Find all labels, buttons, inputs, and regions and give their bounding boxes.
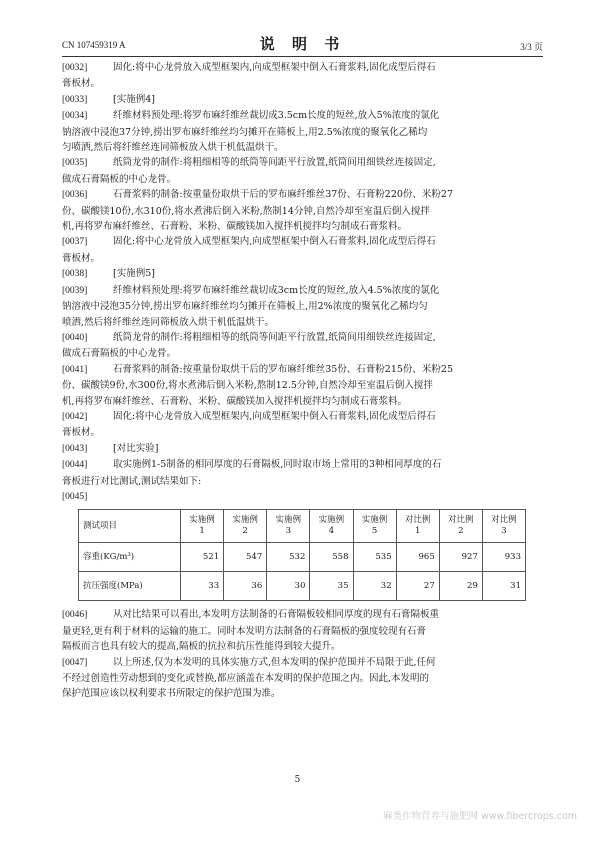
paragraph-line — [62, 283, 543, 299]
paragraph — [62, 187, 543, 234]
page-number: 5 — [294, 775, 301, 785]
header-column — [181, 510, 224, 543]
paragraph-text: 喷洒,然后将纤维丝连同筛板放入烘干机低温烘干。 — [62, 316, 275, 328]
paragraph-line — [62, 378, 543, 393]
paragraph-line — [62, 624, 543, 639]
paragraph-number: [0036] — [62, 190, 88, 201]
paragraph-line — [62, 330, 543, 346]
header-text: 实施例 — [189, 515, 215, 526]
header-text: 测试项目 — [83, 520, 118, 531]
paragraph-number: [0043] — [62, 443, 88, 454]
paragraph-text: [实施例5] — [113, 268, 155, 280]
paragraph — [62, 155, 543, 187]
paragraph-line — [62, 140, 543, 155]
paragraph-text: 取实施例1-5制备的相同厚度的石膏隔板,同时取市场上常用的3种相同厚度的石 — [113, 459, 442, 471]
paragraph — [62, 607, 543, 654]
paragraph-line — [62, 394, 543, 409]
paragraph-number: [0039] — [62, 285, 88, 296]
paragraph-text: 纤维材料预处理:将罗布麻纤维丝裁切成3cm长度的短丝,放入4.5%浓度的氯化 — [113, 284, 440, 296]
paragraph — [62, 441, 543, 457]
header-column — [310, 510, 353, 543]
paragraph-line — [62, 219, 543, 234]
paragraph-number: [0044] — [62, 460, 88, 471]
header-text: 1 — [199, 526, 205, 537]
header-text: 3 — [501, 526, 507, 537]
table-cell: 33 — [181, 572, 224, 601]
table-cell: 558 — [310, 543, 353, 572]
table-cell: 927 — [439, 543, 482, 572]
paragraph-line — [62, 671, 543, 686]
paragraph — [62, 409, 543, 441]
paragraph-line — [62, 489, 543, 505]
paragraph-text: 膏板进行对比测试,测试结果如下: — [62, 475, 202, 487]
paragraph-line — [62, 234, 543, 250]
paragraph-number: [0045] — [62, 491, 88, 502]
header-text: 2 — [242, 526, 248, 537]
paragraph-number: [0047] — [62, 657, 88, 668]
paragraph-text: [对比实验] — [113, 442, 159, 454]
paragraph-text: 钠溶液中浸泡35分钟,捞出罗布麻纤维丝均匀摊开在筛板上,用2%浓度的聚氧化乙稀均匀 — [62, 301, 428, 313]
paragraph-text: 做成石膏隔板的中心龙骨。 — [62, 348, 177, 360]
paragraph-text: 膏板材。 — [62, 427, 101, 439]
paragraph-text: 膏板材。 — [62, 252, 101, 264]
paragraph-line — [62, 639, 543, 654]
paragraph — [62, 655, 543, 702]
paragraph-number: [0032] — [62, 63, 88, 73]
paragraph-line — [62, 425, 543, 440]
paragraph-line — [62, 60, 543, 76]
paragraph-text: 石膏浆料的制备:按重量份取烘干后的罗布麻纤维丝37份、石膏粉220份、米粉27 — [113, 189, 454, 201]
paragraphs-after-table — [62, 607, 543, 701]
paragraph-line — [62, 187, 543, 203]
paragraph-number: [0038] — [62, 269, 88, 280]
paragraph-text: 机,再将罗布麻纤维丝、石膏粉、米粉、碳酸镁加入搅拌机搅拌均匀制成石膏浆料。 — [62, 395, 408, 407]
header-text: 4 — [328, 526, 335, 537]
paragraph-number: [0035] — [62, 158, 88, 169]
paragraph-line — [62, 266, 543, 282]
paragraph — [62, 234, 543, 266]
table-row — [79, 543, 526, 572]
paragraph-text: 钠溶液中浸泡37分钟,捞出罗布麻纤维丝均匀摊开在筛板上,用2.5%浓度的聚氧化乙稀均 — [62, 126, 428, 138]
table-cell: 933 — [482, 543, 525, 572]
paragraph-text: 纸筒龙骨的制作:将粗细相等的纸筒等间距平行放置,纸筒间用细铁丝连接固定, — [113, 331, 436, 343]
document-title: 说 明 书 — [259, 35, 346, 53]
paragraph — [62, 60, 543, 92]
paragraph — [62, 362, 543, 409]
header-column — [439, 510, 482, 543]
paragraph-text: 固化:将中心龙骨放入成型框架内,向成型框架中倒入石膏浆料,固化成型后得石 — [113, 62, 436, 73]
paragraph-text: 固化:将中心龙骨放入成型框架内,向成型框架中倒入石膏浆料,固化成型后得石 — [113, 236, 436, 248]
paragraph-line — [62, 108, 543, 124]
table-cell: 35 — [310, 572, 353, 601]
paragraph-text: 固化:将中心龙骨放入成型框架内,向成型框架中倒入石膏浆料,固化成型后得石 — [113, 410, 436, 422]
row-label: 抗压强度(MPa) — [79, 572, 181, 601]
header-column — [396, 510, 439, 543]
header-text: 2 — [458, 526, 464, 537]
header-column — [482, 510, 525, 543]
paragraph-text: 保护范围应该以权利要求书所限定的保护范围为准。 — [62, 688, 281, 700]
paragraph — [62, 457, 543, 489]
paragraph-line — [62, 315, 543, 330]
document-body — [62, 60, 543, 702]
page-indicator: 3/3 页 — [520, 42, 543, 52]
header-text: 3 — [285, 526, 292, 537]
paragraph-line — [62, 172, 543, 187]
paragraph — [62, 92, 543, 108]
table-cell: 27 — [396, 572, 439, 601]
header-text: 对比例 — [491, 515, 517, 526]
paragraph-text: 石膏浆料的制备:按重量份取烘干后的罗布麻纤维丝35份、石膏粉215份、米粉25 — [113, 363, 454, 375]
table-cell: 29 — [439, 572, 482, 601]
paragraph-number: [0042] — [62, 411, 88, 422]
paragraph-text: 匀喷洒,然后将纤维丝连同筛板放入烘干机低温烘干。 — [62, 142, 284, 154]
header-text: 实施例 — [318, 515, 345, 526]
table-cell: 532 — [267, 543, 310, 572]
paragraph-line — [62, 655, 543, 671]
header-text: 1 — [414, 526, 421, 537]
paragraph — [62, 108, 543, 155]
watermark: 麻类作物营养与施肥网 www.fibercrops.com — [382, 811, 577, 822]
table-row — [79, 572, 526, 601]
paragraph-line — [62, 155, 543, 171]
paragraph-text: 份、碳酸镁9份,水300份,将水煮沸后倒入米粉,熬制12.5分钟,自然冷却至室温后倒入搅拌 — [62, 380, 433, 392]
header-text: 实施例 — [232, 515, 258, 526]
paragraph — [62, 266, 543, 282]
paragraph-line — [62, 409, 543, 425]
table-header-row — [79, 510, 526, 543]
paragraph — [62, 330, 543, 362]
patent-number: CN 107459319 A — [62, 40, 126, 50]
paragraph-number: [0046] — [62, 610, 88, 621]
paragraph-line — [62, 474, 543, 489]
table-cell: 535 — [353, 543, 396, 572]
paragraph-text: 以上所述,仅为本发明的具体实施方式,但本发明的保护范围并不局限于此,任何 — [113, 656, 436, 668]
header-column — [353, 510, 396, 543]
paragraph-number: [0034] — [62, 111, 88, 122]
header-column — [224, 510, 267, 543]
table-cell: 31 — [482, 572, 525, 601]
paragraph-line — [62, 299, 543, 314]
paragraph-text: 做成石膏隔板的中心龙骨。 — [62, 173, 177, 185]
paragraph — [62, 489, 543, 505]
paragraph-number: [0040] — [62, 332, 88, 343]
table-cell: 965 — [396, 543, 439, 572]
paragraphs-before-table — [62, 60, 543, 505]
header-text: 实施例 — [361, 515, 388, 526]
row-label: 容重(KG/m³) — [79, 543, 181, 572]
header-test-item — [79, 510, 181, 543]
paragraph-text: [实施例4] — [113, 93, 155, 105]
paragraph-number: [0033] — [62, 94, 88, 105]
paragraph-line — [62, 76, 543, 91]
paragraph-line — [62, 251, 543, 266]
header-column — [267, 510, 310, 543]
paragraph-text: 不经过创造性劳动想到的变化或替换,都应涵盖在本发明的保护范围之内。因此,本发明的 — [62, 673, 430, 684]
paragraph-line — [62, 92, 543, 108]
header-text: 对比例 — [404, 515, 431, 526]
header-text: 对比例 — [448, 515, 474, 526]
table-cell: 30 — [267, 572, 310, 601]
table-cell: 521 — [181, 543, 224, 572]
header-text: 实施例 — [275, 515, 302, 526]
table-cell: 32 — [353, 572, 396, 601]
paragraph-text: 隔板而言也具有较大的提高,隔板的抗拉和抗压性能得到较大提升。 — [62, 641, 341, 653]
paragraph-text: 机,再将罗布麻纤维丝、石膏粉、米粉、碳酸镁加入搅拌机搅拌均匀制成石膏浆料。 — [62, 221, 408, 233]
header-text: 5 — [371, 526, 378, 537]
paragraph-line — [62, 204, 543, 219]
paragraph-text: 膏板材。 — [62, 78, 101, 90]
paragraph-line — [62, 457, 543, 473]
paragraph-text: 份、碳酸镁10份,水310份,将水煮沸后倒入米粉,熬制14分钟,自然冷却至室温后倒入搅拌 — [62, 205, 430, 217]
paragraph-line — [62, 607, 543, 623]
paragraph-number: [0041] — [62, 364, 88, 375]
paragraph-line — [62, 125, 543, 140]
paragraph-line — [62, 346, 543, 361]
table-cell: 36 — [224, 572, 267, 601]
paragraph-text: 从对比结果可以看出,本发明方法制备的石膏隔板较相同厚度的现有石膏隔板重 — [113, 609, 440, 621]
paragraph-line — [62, 686, 543, 701]
page-header — [62, 30, 543, 57]
paragraph-number: [0037] — [62, 237, 88, 248]
paragraph-line — [62, 362, 543, 378]
paragraph-text: 量更轻,更有利于材料的运输的施工。同时本发明方法制备的石膏隔板的强度较现有石膏 — [62, 625, 427, 637]
paragraph-text: 纤维材料预处理:将罗布麻纤维丝裁切成3.5cm长度的短丝,放入5%浓度的氯化 — [113, 110, 440, 122]
table-cell: 547 — [224, 543, 267, 572]
paragraph — [62, 283, 543, 330]
comparison-table — [78, 509, 526, 601]
paragraph-text: 纸筒龙骨的制作:将粗细相等的纸筒等间距平行放置,纸筒间用细铁丝连接固定, — [113, 157, 436, 169]
paragraph-line — [62, 441, 543, 457]
